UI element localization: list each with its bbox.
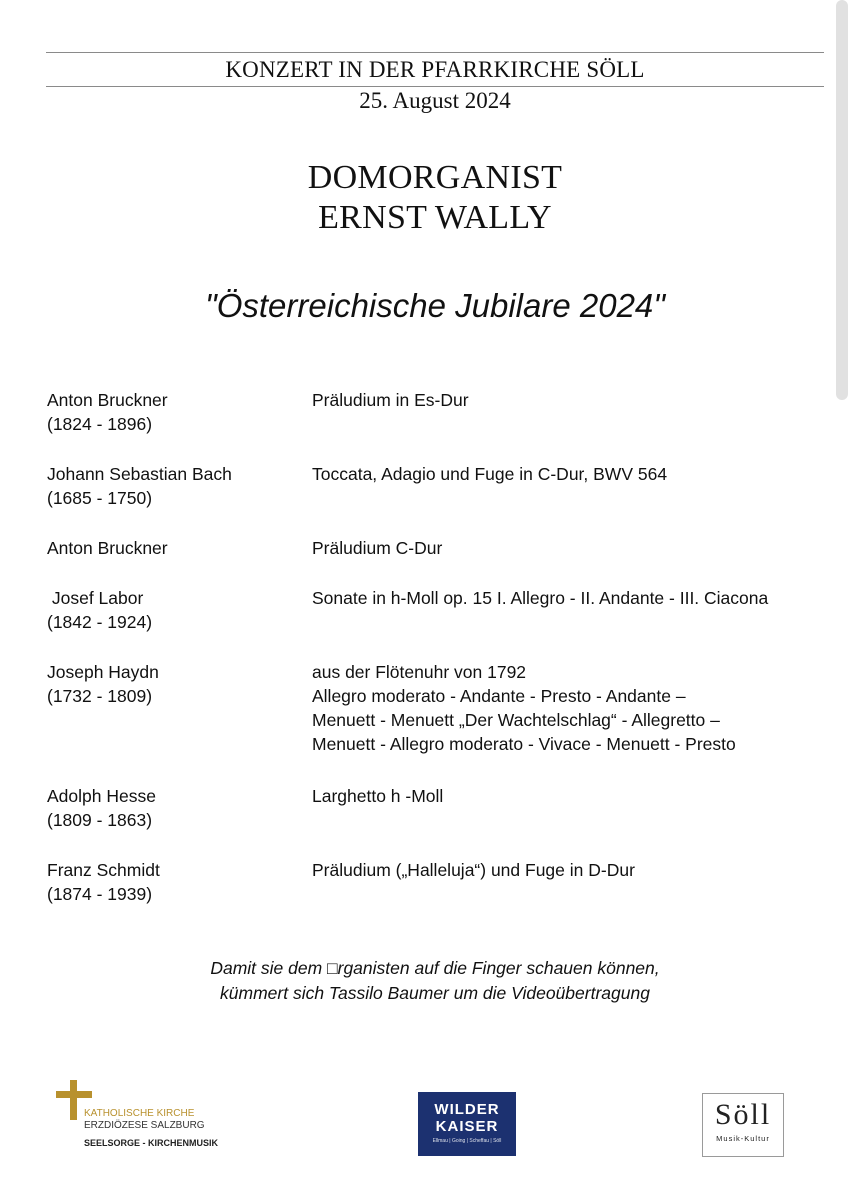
composer-years: (1809 - 1863): [47, 810, 153, 830]
video-note-line: Damit sie dem □rganisten auf die Finger schauen können,: [210, 958, 660, 978]
video-note: [0, 956, 850, 1006]
composer-years: (1842 - 1924): [47, 612, 153, 632]
composer-years: (1824 - 1896): [47, 414, 153, 434]
work-cell: [312, 536, 837, 560]
composer-cell: [47, 586, 307, 634]
work-cell: [312, 660, 837, 756]
logo-line: SEELSORGE - KIRCHENMUSIK: [84, 1138, 219, 1148]
composer-name: Franz Schmidt: [47, 860, 160, 880]
composer-cell: [47, 784, 307, 832]
soell-musik-kultur-logo: [702, 1093, 784, 1157]
composer-years: (1685 - 1750): [47, 488, 153, 508]
header-title: KONZERT IN DER PFARRKIRCHE SÖLL: [225, 57, 645, 82]
header-bottom-rule: [46, 86, 824, 87]
work-line: Menuett - Allegro moderato - Vivace - Menuett - Presto: [312, 734, 736, 754]
work-line: aus der Flötenuhr von 1792: [312, 662, 527, 682]
work-line: Toccata, Adagio und Fuge in C-Dur, BWV 564: [312, 464, 668, 484]
logo-line: Ellmau | Going | Scheffau | Söll: [432, 1138, 502, 1144]
work-cell: [312, 388, 837, 412]
composer-name: Joseph Haydn: [47, 662, 159, 682]
work-line: Menuett - Menuett „Der Wachtelschlag“ - Allegretto –: [312, 710, 720, 730]
work-line: Präludium C-Dur: [312, 538, 443, 558]
concert-date: 25. August 2024: [359, 88, 511, 113]
composer-name: Anton Bruckner: [47, 390, 168, 410]
logo-line: WILDER: [434, 1101, 500, 1118]
logo-line: ERZDIÖZESE SALZBURG: [84, 1120, 205, 1131]
composer-name: Josef Labor: [47, 588, 144, 608]
work-cell: [312, 586, 837, 610]
work-line: Präludium in Es-Dur: [312, 390, 469, 410]
composer-years: (1732 - 1809): [47, 686, 153, 706]
composer-cell: [47, 660, 307, 708]
organist-title: DOMORGANIST: [307, 159, 563, 196]
wilder-kaiser-logo: [418, 1092, 516, 1156]
composer-cell: [47, 858, 307, 906]
work-line: Präludium („Halleluja“) und Fuge in D-Dur: [312, 860, 635, 880]
header-top-rule: [46, 52, 824, 53]
work-line: Larghetto h -Moll: [312, 786, 444, 806]
work-cell: [312, 784, 837, 808]
composer-name: Anton Bruckner: [47, 538, 168, 558]
work-cell: [312, 858, 837, 882]
catholic-church-logo-text: [84, 1108, 205, 1132]
logo-line: Söll: [714, 1098, 772, 1131]
organist-name: ERNST WALLY: [318, 199, 552, 236]
composer-cell: [47, 536, 307, 560]
logo-line: KATHOLISCHE KIRCHE: [84, 1108, 195, 1119]
composer-cell: [47, 388, 307, 436]
video-note-line: kümmert sich Tassilo Baumer um die Videoübertragung: [220, 983, 650, 1003]
work-line: Allegro moderato - Andante - Presto - Andante –: [312, 686, 686, 706]
logo-line: KAISER: [435, 1118, 499, 1135]
program-title: "Österreichische Jubilare 2024": [205, 287, 665, 324]
organist-block: [0, 158, 850, 238]
logo-line: Musik-Kultur: [716, 1134, 770, 1143]
work-cell: [312, 462, 837, 486]
composer-name: Johann Sebastian Bach: [47, 464, 232, 484]
composer-years: (1874 - 1939): [47, 884, 153, 904]
composer-cell: [47, 462, 307, 510]
catholic-church-logo: [56, 1080, 219, 1160]
work-line: Sonate in h-Moll op. 15 I. Allegro - II. Andante - III. Ciacona: [312, 588, 769, 608]
composer-name: Adolph Hesse: [47, 786, 156, 806]
